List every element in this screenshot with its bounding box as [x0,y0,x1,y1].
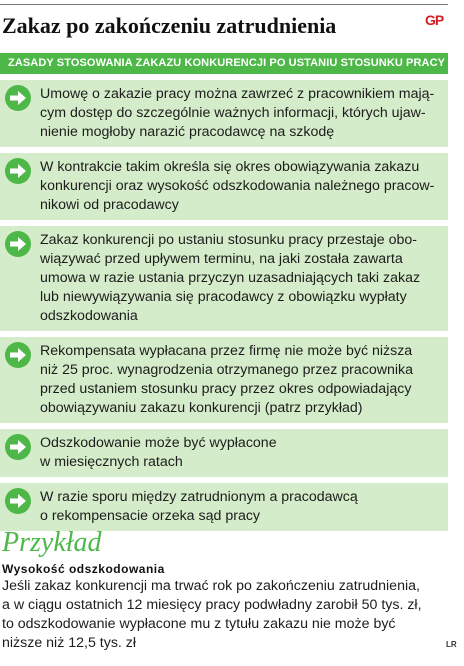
rule-line: odszkodowania [40,308,138,324]
example-body [2,577,442,653]
rule-line: w miesięcznych ratach [40,454,183,470]
rule-line: umowa w razie ustania przyczyn uzasadniających taki zakaz [40,270,421,286]
arrow-right-icon [4,230,32,258]
rule-line: nikowi od pracodawcy [40,197,179,213]
rule-line: Zakaz konkurencji po ustaniu stosunku pracy przestaje obo- [40,232,417,248]
rule-item [0,226,448,331]
example-line: a w ciągu ostatnich 12 miesięcy pracy podwładny zarobił 50 tys. zł, [2,597,422,613]
top-rule [0,4,448,5]
arrow-right-icon [4,157,32,185]
section-banner: ZASADY STOSOWANIA ZAKAZU KONKURENCJI PO USTANIU STOSUNKU PRACY [0,53,448,74]
rule-line: Odszkodowanie może być wypłacone [40,435,277,451]
rule-line: nienie mogłoby narazić pracodawcę na szkodę [40,124,335,140]
rule-line: lub niewywiązywania się pracodawcy z obowiązku wypłaty [40,289,407,305]
arrow-right-icon [4,341,32,369]
rule-item [0,337,448,423]
rule-line: Rekompensata wypłacana przez firmę nie może być niższa [40,343,413,359]
rule-line: wiązywać przed upływem terminu, na jaki została zawarta [40,251,403,267]
rule-line: W kontrakcie takim określa się okres obowiązywania zakazu [40,159,420,175]
arrow-right-icon [4,487,32,515]
rule-line: W razie sporu między zatrudnionym a pracodawcą [40,489,358,505]
page-title: Zakaz po zakończeniu zatrudnienia [2,13,337,38]
publisher-logo: GP [425,12,444,28]
rule-line: przed ustaniem stosunku pracy przez okres odpowiadający [40,381,412,397]
example-subheading: Wysokość odszkodowania [2,562,165,576]
example-heading: Przykład [2,527,102,558]
example-line: Jeśli zakaz konkurencji ma trwać rok po zakończeniu zatrudnienia, [2,578,420,594]
example-line: niższe niż 12,5 tys. zł [2,635,137,651]
rule-line: niż 25 proc. wynagrodzenia otrzymanego przez pracownika [40,362,414,378]
rule-item [0,429,448,477]
author-credit: LR [446,640,457,649]
arrow-right-icon [4,84,32,112]
rule-line: Umowę o zakazie pracy można zawrzeć z pracownikiem mają- [40,86,435,102]
rule-line: obowiązywaniu zakazu konkurencji (patrz przykład) [40,400,363,416]
rule-item [0,80,448,147]
rule-line: konkurencji oraz wysokość odszkodowania należnego pracow- [40,178,435,194]
arrow-right-icon [4,433,32,461]
rule-item [0,153,448,220]
rule-line: o rekompensacie orzeka sąd pracy [40,508,261,524]
rule-item [0,483,448,531]
rule-line: cym dostęp do szczególnie ważnych informacji, których ujaw- [40,105,426,121]
example-line: to odszkodowanie wypłacone mu z tytułu zakazu nie może być [2,616,396,632]
